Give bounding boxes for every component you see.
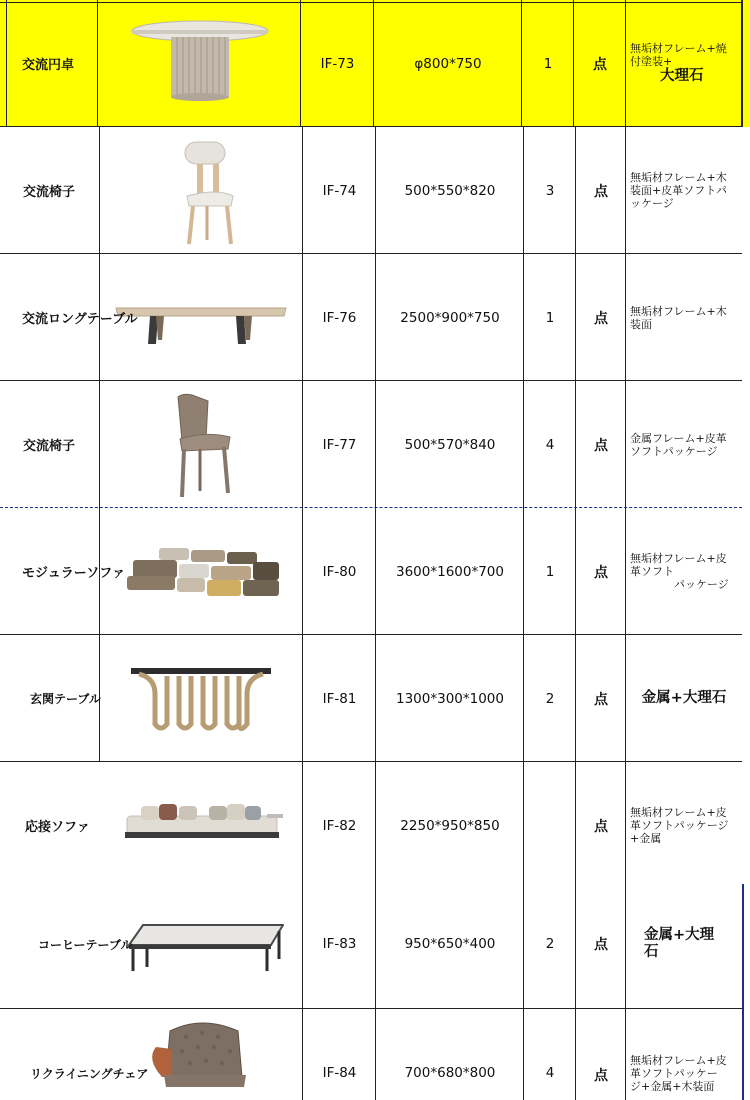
item-quantity: 2 (545, 936, 555, 952)
item-material (626, 635, 742, 762)
item-unit: 点 (594, 818, 608, 835)
column-divider (300, 0, 301, 127)
console-table-icon (100, 635, 303, 762)
item-code: IF-77 (322, 436, 357, 453)
material-emphasis: 金属+大理 (644, 927, 715, 943)
material-emphasis: 大理石 (660, 68, 704, 84)
item-unit: 点 (594, 437, 608, 454)
item-quantity: 1 (545, 309, 555, 326)
material-line: 金属フレーム+皮革 (630, 431, 727, 445)
material-line: 無垢材フレーム+木 (630, 304, 727, 318)
item-quantity (524, 762, 576, 889)
item-unit: 点 (594, 691, 608, 708)
item-unit: 点 (594, 183, 608, 200)
column-divider (741, 0, 743, 127)
item-code: IF-76 (322, 309, 357, 326)
bar-chair-icon (100, 127, 303, 254)
item-name: コーヒーテーブル (38, 937, 133, 952)
item-material (626, 127, 742, 254)
leather-chair-icon (100, 381, 303, 508)
item-name: モジュラーソファ (22, 566, 125, 581)
material-line: 革ソフト (630, 565, 674, 578)
item-size: 2250*950*850 (400, 817, 500, 834)
table-row (0, 0, 750, 127)
column-divider (6, 0, 7, 127)
material-line: 付塗装+ (630, 55, 673, 68)
item-name: 玄関テーブル (30, 692, 101, 706)
column-divider (521, 0, 522, 127)
item-name: 交流円卓 (22, 58, 75, 73)
item-size: 1300*300*1000 (396, 690, 504, 707)
sofa-icon (100, 762, 303, 889)
item-material (626, 381, 742, 508)
item-size: 2500*900*750 (400, 309, 500, 326)
item-size: 700*680*800 (404, 1065, 496, 1081)
material-line: 無垢材フレーム+焼 (630, 42, 727, 55)
column-divider (373, 0, 374, 127)
item-code: IF-82 (322, 817, 357, 834)
item-quantity: 4 (545, 436, 555, 453)
item-name: 交流椅子 (23, 185, 76, 200)
item-name: リクライニングチェア (30, 1066, 149, 1081)
item-code: IF-84 (322, 1065, 357, 1081)
material-line: 無垢材フレーム+皮 (630, 552, 727, 565)
item-size: 500*570*840 (404, 436, 496, 453)
column-divider (573, 0, 574, 127)
material-line: 革ソフトパッケー (630, 1066, 718, 1080)
item-unit: 点 (594, 310, 608, 327)
material-emphasis: 石 (644, 944, 659, 960)
item-unit: 点 (594, 937, 608, 953)
material-line: ソフトパッケージ (630, 444, 718, 458)
item-quantity: 2 (545, 690, 555, 707)
material-line: ッケージ (630, 197, 674, 210)
column-divider (575, 127, 576, 1100)
item-quantity: 4 (545, 1065, 555, 1081)
item-quantity: 1 (543, 55, 553, 72)
material-line: 装面 (630, 317, 652, 331)
item-unit: 点 (593, 56, 607, 73)
item-name: 交流椅子 (23, 439, 76, 454)
item-name: 応接ソファ (25, 820, 90, 835)
modular-sofa-icon (100, 508, 303, 635)
item-code: IF-80 (322, 563, 357, 580)
material-line: 装面+皮革ソフトパ (630, 184, 727, 197)
item-name: 交流ロングテーブル (22, 312, 138, 327)
item-unit: 点 (594, 564, 608, 581)
row-divider (0, 761, 742, 762)
column-divider (375, 127, 376, 1100)
material-line: 無垢材フレーム+皮 (630, 806, 727, 819)
item-material (626, 1009, 742, 1100)
item-material (626, 762, 742, 889)
material-emphasis: 金属+大理石 (641, 690, 727, 706)
item-size: 500*550*820 (404, 182, 496, 199)
item-quantity: 1 (545, 563, 555, 580)
item-code: IF-83 (322, 936, 357, 952)
material-line: +金属 (630, 832, 662, 845)
item-size: φ800*750 (414, 55, 482, 72)
column-divider (523, 127, 524, 1100)
item-material (626, 508, 742, 635)
item-material (626, 889, 742, 999)
item-material (626, 254, 742, 381)
round-table-icon (98, 0, 301, 127)
item-size: 950*650*400 (404, 936, 496, 952)
column-divider (302, 127, 303, 1100)
item-quantity: 3 (545, 182, 555, 199)
item-unit: 点 (594, 1068, 608, 1084)
material-line: 革ソフトパッケージ (630, 819, 729, 832)
material-line: 無垢材フレーム+木 (630, 171, 727, 184)
material-line: 無垢材フレーム+皮 (630, 1053, 727, 1067)
item-code: IF-73 (320, 55, 355, 72)
material-line: ジ+金属+木装面 (630, 1079, 715, 1093)
item-size: 3600*1600*700 (396, 563, 504, 580)
column-divider (625, 0, 626, 1100)
item-material (626, 0, 742, 127)
material-line: パッケージ (630, 578, 729, 591)
column-divider (742, 884, 744, 1100)
item-code: IF-81 (322, 690, 357, 707)
item-code: IF-74 (322, 182, 357, 199)
